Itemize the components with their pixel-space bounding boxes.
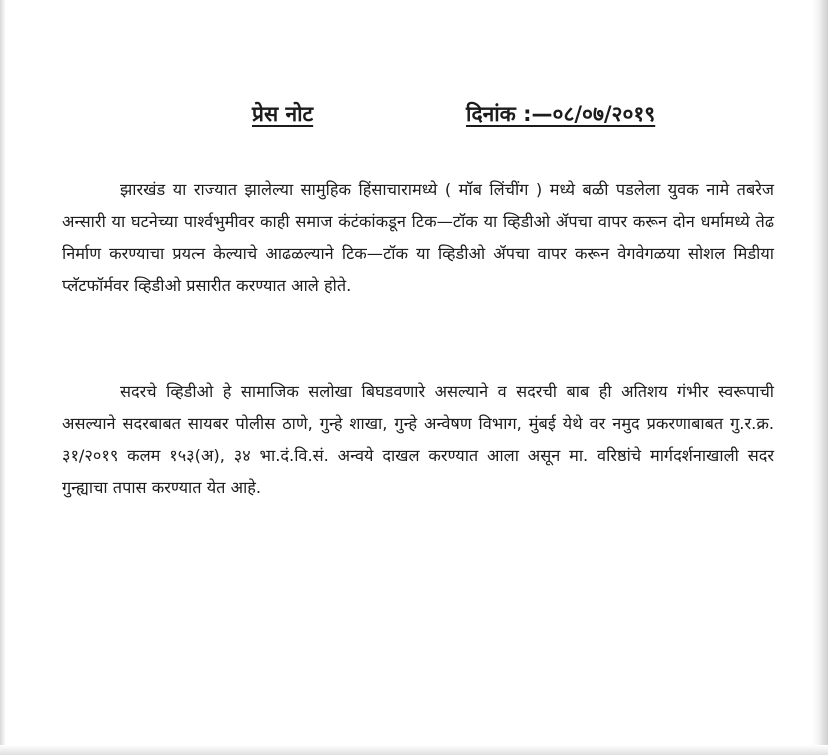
paragraph-investigation: सदरचे व्हिडीओ हे सामाजिक सलोखा बिघडवणारे असल्याने व सदरची बाब ही अतिशय गंभीर स्वरूपाची असल्याने सदरबाबत सायबर पोलीस ठाणे, गुन्हे शाखा, गुन्हे अन्वेषण विभाग, मुंबई येथे वर नमुद प्रकरणाबाबत गु.र.क्र. ३१/२०१९ कलम १५३(अ), ३४ भा.दं.वि.सं. अन्वये दाखल करण्यात आला असून मा. वरिष्ठांचे मार्गदर्शनाखाली सदर गुन्ह्याचा तपास करण्यात येत आहे. (62, 382, 774, 497)
press-note-title: प्रेस नोट (252, 102, 314, 126)
press-note-date: दिनांक :—०८/०७/२०१९ (466, 102, 656, 126)
paragraph-incident: झारखंड या राज्यात झालेल्या सामुहिक हिंसाचारामध्ये ( मॉब लिंचींग ) मध्ये बळी पडलेला युवक नामे तबरेज अन्सारी या घटनेच्या पार्श्वभुमीवर काही समाज कंटंकांकडून टिक—टॉक या व्हिडीओ ॲपचा वापर करून दोन धर्मामध्ये तेढ निर्माण करण्याचा प्रयत्न केल्याचे आढळल्याने टिक—टॉक या व्हिडीओ ॲपचा वापर करून वेगवेगळया सोशल मिडीया प्लॅटफॉर्मवर व्हिडीओ प्रसारीत करण्यात आले होते. (62, 180, 774, 295)
